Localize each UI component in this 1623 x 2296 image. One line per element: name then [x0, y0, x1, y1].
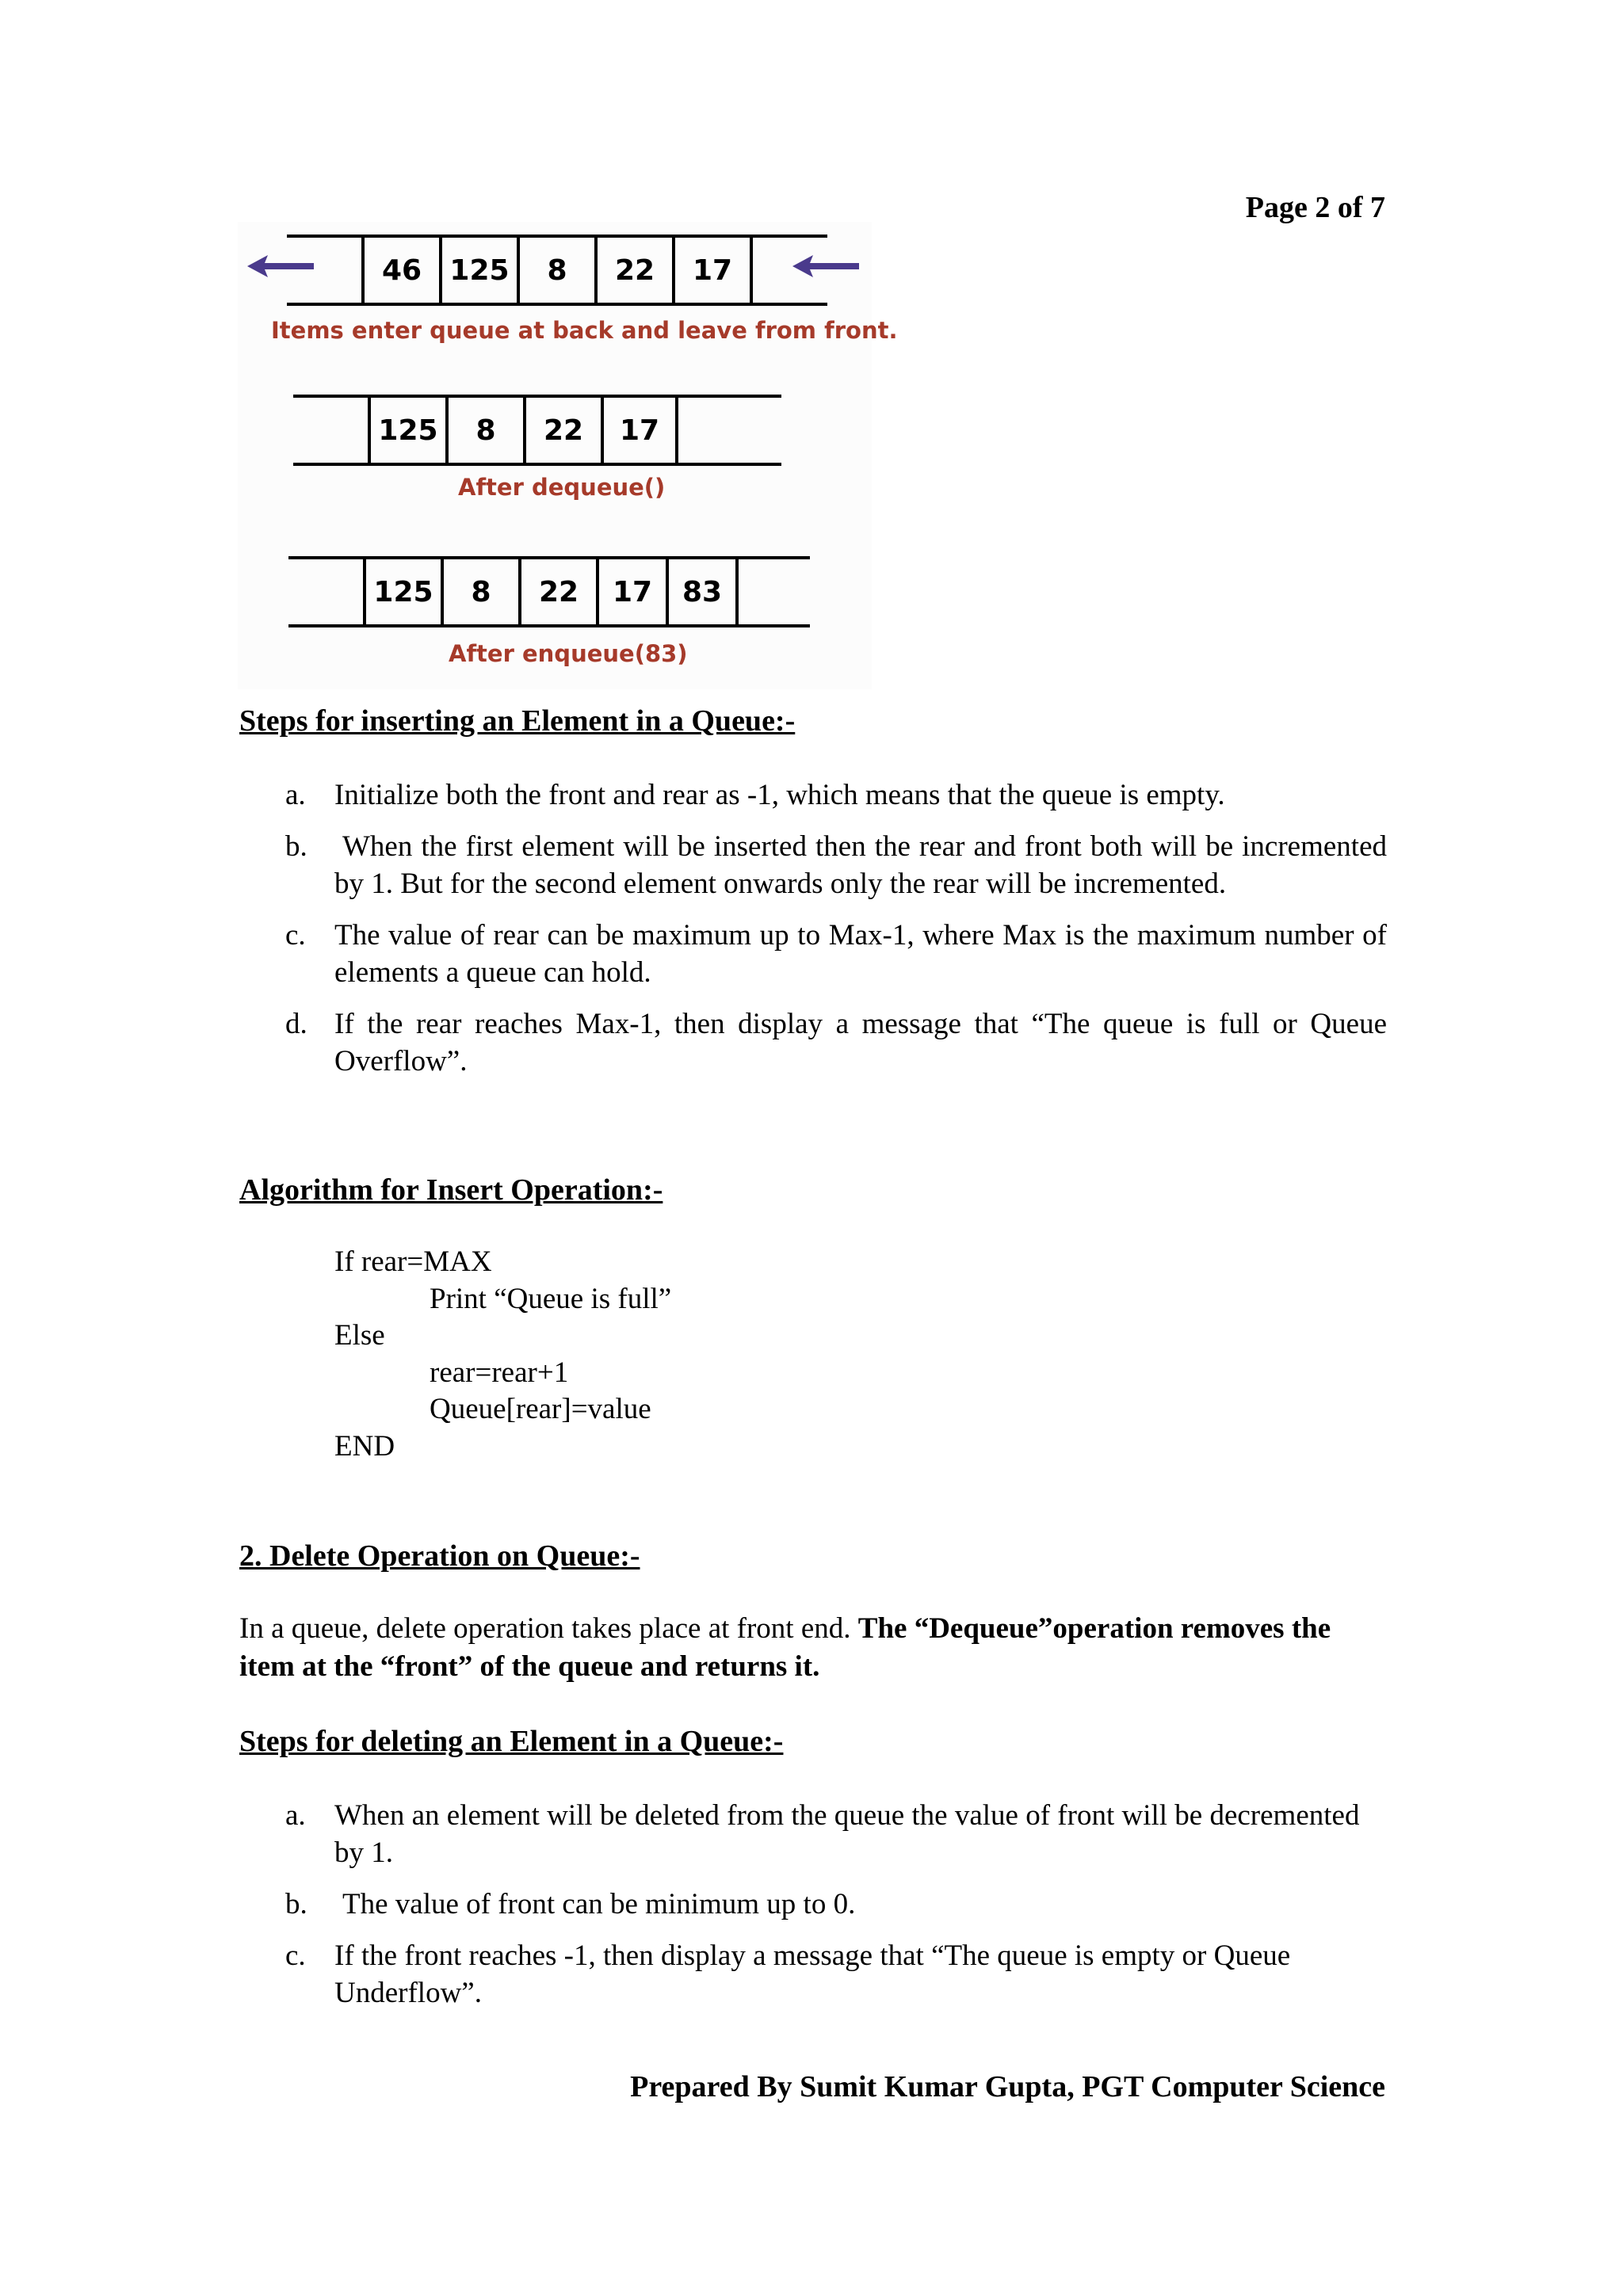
queue-cell: 17 [596, 556, 666, 627]
queue-cell: 46 [361, 235, 439, 306]
list-item: d. If the rear reaches Max-1, then display a message that “The queue is full or Queue Overflow”. [285, 1008, 1387, 1077]
diagram-caption-1: Items enter queue at back and leave from front. [271, 317, 898, 344]
page-number: Page 2 of 7 [1245, 191, 1385, 224]
list-item: c. The value of rear can be maximum up to Max-1, where Max is the maximum number of elements a queue can hold. [285, 919, 1387, 989]
list-item: b. When the first element will be inserted then the rear and front both will be incremented by 1. But for the second element onwards only the rear will be incremented. [285, 830, 1387, 900]
delete-operation-paragraph: In a queue, delete operation takes place at front end. The “Dequeue”operation removes the item at the “front” of the queue and returns it. [239, 1612, 1331, 1683]
delete-steps-heading: Steps for deleting an Element in a Queue:- [239, 1725, 784, 1758]
queue-cell: 22 [594, 235, 672, 306]
algorithm-line: If rear=MAX [334, 1245, 492, 1278]
queue-cell: 83 [666, 556, 739, 627]
queue-diagram [238, 222, 898, 689]
footer-author: Prepared By Sumit Kumar Gupta, PGT Computer Science [630, 2070, 1385, 2103]
left-arrow-icon [792, 252, 859, 280]
algorithm-line: rear=rear+1 [430, 1356, 569, 1389]
queue-cell: 8 [517, 235, 594, 306]
algorithm-line: Queue[rear]=value [430, 1393, 651, 1425]
queue-cell: 17 [601, 395, 678, 466]
delete-operation-heading: 2. Delete Operation on Queue:- [239, 1539, 640, 1573]
insert-steps-list [285, 776, 1387, 1094]
queue-cell: 125 [368, 395, 445, 466]
delete-steps-list [285, 1797, 1387, 2026]
algorithm-line: Print “Queue is full” [430, 1282, 672, 1315]
diagram-caption-3: After enqueue(83) [449, 640, 688, 667]
queue-cell: 125 [439, 235, 517, 306]
list-item: a. When an element will be deleted from the queue the value of front will be decremented by 1. [285, 1799, 1360, 1869]
diagram-caption-2: After dequeue() [458, 474, 666, 501]
queue-cell: 17 [672, 235, 750, 306]
queue-cell: 8 [445, 395, 523, 466]
queue-after-enqueue [288, 556, 810, 627]
queue-after-dequeue [293, 395, 781, 466]
insert-steps-heading: Steps for inserting an Element in a Queue:- [239, 704, 796, 738]
queue-initial [287, 235, 827, 306]
algorithm-line: Else [334, 1319, 385, 1352]
list-item: a. Initialize both the front and rear as -1, which means that the queue is empty. [285, 779, 1225, 811]
algorithm-heading: Algorithm for Insert Operation:- [239, 1173, 663, 1207]
queue-cell: 8 [441, 556, 518, 627]
queue-cell: 22 [518, 556, 596, 627]
list-item: b. The value of front can be minimum up to 0. [285, 1888, 856, 1920]
queue-cell: 125 [363, 556, 441, 627]
queue-cell: 22 [523, 395, 601, 466]
list-item: c. If the front reaches -1, then display a message that “The queue is empty or Queue Underflow”. [285, 1939, 1291, 2009]
algorithm-code [334, 1244, 671, 1465]
algorithm-line: END [334, 1429, 395, 1463]
